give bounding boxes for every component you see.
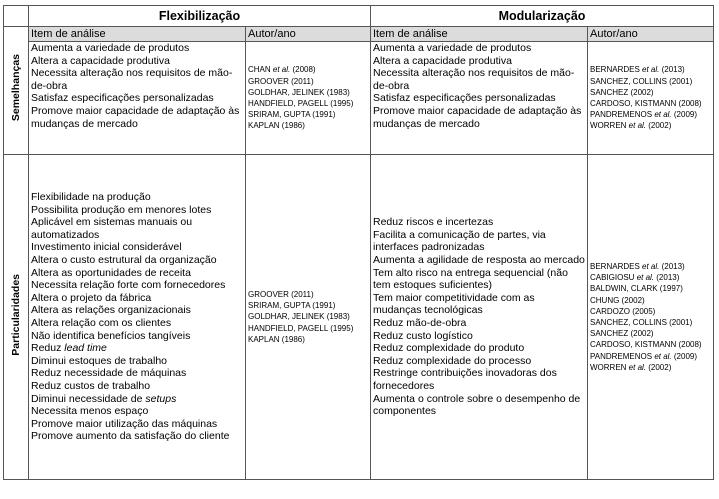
author-entry: SANCHEZ, COLLINS (2001) xyxy=(590,318,693,327)
part-flex-items xyxy=(29,155,246,480)
analysis-item: Altera o custo estrutural da organização xyxy=(31,254,217,267)
analysis-item: Necessita relação forte com fornecedores xyxy=(31,279,226,292)
analysis-item: Reduz complexidade do produto xyxy=(373,342,525,355)
analysis-item: Aumenta a variedade de produtos xyxy=(373,42,532,54)
analysis-item: Promove maior utilização das máquinas xyxy=(31,417,218,430)
author-entry: KAPLAN (1986) xyxy=(248,334,305,344)
analysis-item: Tem alto risco na entrega sequencial (não tem estoques suficientes) xyxy=(373,266,568,292)
analysis-item: Altera as oportunidades de receita xyxy=(31,266,191,279)
author-entry: PANDREMENOS et al. (2009) xyxy=(590,110,698,120)
analysis-item: Reduz necessidade de máquinas xyxy=(31,367,187,380)
analysis-item: Diminui estoques de trabalho xyxy=(31,354,167,367)
analysis-item: Necessita alteração nos requisitos de mão-de-obra xyxy=(31,67,233,92)
comparison-table xyxy=(3,5,714,480)
analysis-item: Investimento inicial considerável xyxy=(31,241,182,254)
author-entry: HANDFIELD, PAGELL (1995) xyxy=(248,99,354,108)
analysis-item: Altera relação com os clientes xyxy=(31,317,172,329)
analysis-item: Aplicável em sistemas manuais ou automatizados xyxy=(31,216,193,241)
author-entry: SRIRAM, GUPTA (1991) xyxy=(248,301,336,311)
sem-flex-authors xyxy=(246,42,371,155)
analysis-item: Flexibilidade na produção xyxy=(31,191,151,204)
flex-author-header: Autor/ano xyxy=(246,27,371,42)
mod-item-header: Item de análise xyxy=(371,27,588,42)
author-entry: BERNARDES et al. (2013) xyxy=(590,65,685,75)
section-semelhancas xyxy=(4,27,29,155)
analysis-item: Satisfaz especificações personalizadas xyxy=(31,92,214,105)
analysis-item: Reduz mão-de-obra xyxy=(373,317,467,329)
section-particularidades xyxy=(4,155,29,480)
corner-cell xyxy=(4,6,29,27)
author-entry: GROOVER (2011) xyxy=(248,289,314,299)
author-entry: WORREN et al. (2002) xyxy=(590,121,672,131)
analysis-item: Aumenta o controle sobre o desempenho de componentes xyxy=(373,392,581,418)
section-semelhancas-label: Semelhanças xyxy=(10,54,22,122)
author-entry: CARDOZO (2005) xyxy=(590,306,656,316)
analysis-item: Altera o projeto da fábrica xyxy=(31,291,152,304)
analysis-item: Aumenta a variedade de produtos xyxy=(31,42,190,54)
sem-mod-items xyxy=(371,42,588,155)
author-entry: BALDWIN, CLARK (1997) xyxy=(590,284,683,294)
analysis-item: Satisfaz especificações personalizadas xyxy=(373,92,556,105)
semelhancas-row xyxy=(4,42,714,155)
author-entry: GOLDHAR, JELINEK (1983) xyxy=(248,312,350,322)
part-mod-authors xyxy=(588,155,714,480)
section-particularidades-label: Particularidades xyxy=(10,273,22,356)
author-entry: CHUNG (2002) xyxy=(590,295,645,305)
comparison-table-wrapper xyxy=(3,5,714,480)
analysis-item: Necessita menos espaço xyxy=(31,405,149,418)
analysis-item: Facilita a comunicação de partes, via interfaces padronizadas xyxy=(373,228,546,254)
author-entry: SANCHEZ (2002) xyxy=(590,87,654,97)
author-entry: CABIGIOSU et al. (2013) xyxy=(590,273,680,283)
analysis-item: Possibilita produção em menores lotes xyxy=(31,203,212,216)
mod-author-header: Autor/ano xyxy=(588,27,714,42)
sem-mod-authors xyxy=(588,42,714,155)
author-entry: SRIRAM, GUPTA (1991) xyxy=(248,110,336,120)
analysis-item: Não identifica benefícios tangíveis xyxy=(31,329,191,342)
author-entry: GOLDHAR, JELINEK (1983) xyxy=(248,87,350,97)
analysis-item: Promove aumento da satisfação do cliente xyxy=(31,430,230,443)
author-entry: WORREN et al. (2002) xyxy=(590,362,672,372)
analysis-item: Restringe contribuições inovadoras dos fornecedores xyxy=(373,367,557,392)
author-entry: BERNARDES et al. (2013) xyxy=(590,261,685,271)
analysis-item: Promove maior capacidade de adaptação às mudanças de mercado xyxy=(31,104,240,130)
analysis-item: Altera a capacidade produtiva xyxy=(31,54,170,67)
analysis-item: Necessita alteração nos requisitos de mão-de-obra xyxy=(373,67,575,92)
analysis-item: Reduz complexidade do processo xyxy=(373,354,532,367)
analysis-item: Aumenta a agilidade de resposta ao mercado xyxy=(373,254,585,267)
title-row xyxy=(4,6,714,27)
analysis-item: Reduz custos de trabalho xyxy=(31,379,151,392)
subheader-row xyxy=(4,27,714,42)
flex-title: Flexibilização xyxy=(29,6,371,27)
particularidades-row xyxy=(4,155,714,480)
author-entry: GROOVER (2011) xyxy=(248,76,314,86)
analysis-item: Reduz custo logístico xyxy=(373,329,473,342)
analysis-item: Reduz riscos e incertezas xyxy=(373,216,494,229)
sem-flex-items xyxy=(29,42,246,155)
flex-item-header: Item de análise xyxy=(29,27,246,42)
author-entry: HANDFIELD, PAGELL (1995) xyxy=(248,323,354,333)
author-entry: SANCHEZ, COLLINS (2001) xyxy=(590,76,693,86)
analysis-item: Diminui necessidade de setups xyxy=(31,392,177,405)
author-entry: CARDOSO, KISTMANN (2008) xyxy=(590,99,702,108)
analysis-item: Reduz lead time xyxy=(31,342,107,355)
author-entry: PANDREMENOS et al. (2009) xyxy=(590,351,698,361)
author-entry: KAPLAN (1986) xyxy=(248,121,305,131)
analysis-item: Altera a capacidade produtiva xyxy=(373,54,512,67)
part-flex-authors xyxy=(246,155,371,480)
mod-title: Modularização xyxy=(371,6,714,27)
author-entry: SANCHEZ (2002) xyxy=(590,329,654,339)
analysis-item: Promove maior capacidade de adaptação às mudanças de mercado xyxy=(373,104,582,130)
part-mod-items xyxy=(371,155,588,480)
author-entry: CARDOSO, KISTMANN (2008) xyxy=(590,340,702,350)
analysis-item: Altera as relações organizacionais xyxy=(31,304,191,317)
analysis-item: Tem maior competitividade com as mudanças tecnológicas xyxy=(373,291,535,317)
author-entry: CHAN et al. (2008) xyxy=(248,65,316,75)
